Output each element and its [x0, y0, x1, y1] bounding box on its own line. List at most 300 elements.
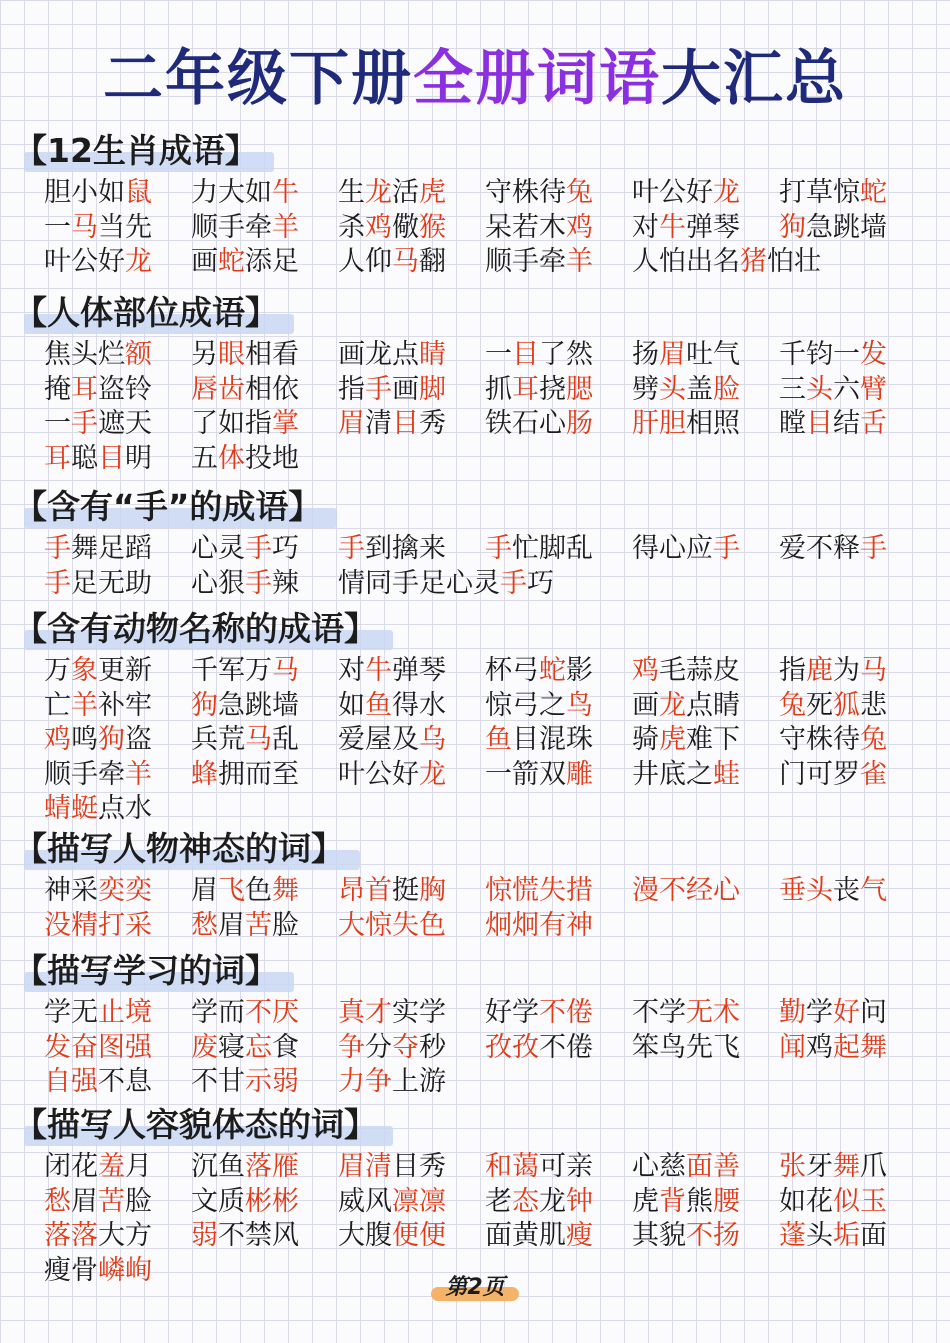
idiom: [191, 1065, 299, 1099]
idiom-text: 月: [125, 1151, 152, 1182]
idiom: [44, 1065, 152, 1099]
idiom: [338, 758, 446, 792]
idiom-row: [0, 373, 950, 408]
idiom: [485, 407, 593, 441]
idiom-highlight: 背: [659, 1185, 686, 1217]
idiom-text: 指: [779, 655, 806, 686]
idiom: [191, 909, 299, 943]
idiom-text: 如花: [779, 1185, 833, 1217]
idiom: [779, 689, 887, 723]
idiom: [44, 373, 152, 407]
idiom-text: 指: [338, 373, 365, 405]
idiom-text: 乱: [272, 724, 299, 755]
footer: [0, 1268, 950, 1303]
idiom: [632, 1219, 740, 1253]
idiom-highlight: 鱼: [365, 689, 392, 721]
idiom-text: 清: [365, 408, 392, 439]
idiom-text: 不甘: [191, 1066, 245, 1097]
idiom-text: 不学: [632, 997, 686, 1028]
idiom: [338, 654, 446, 688]
idiom-highlight: 不厌: [245, 997, 299, 1028]
idiom-highlight: 废: [191, 1031, 218, 1063]
idiom-text: 吐气: [686, 339, 740, 370]
idiom-text: 兵荒: [191, 724, 245, 755]
idiom-highlight: 兔: [860, 724, 887, 755]
idiom: [44, 211, 152, 245]
idiom-row: [0, 996, 950, 1031]
idiom-text: 脸: [125, 1185, 152, 1217]
idiom-highlight: 手: [485, 533, 512, 564]
idiom-highlight: 蛇: [218, 246, 245, 277]
page-number: 第2页: [431, 1268, 518, 1303]
idiom: [485, 338, 593, 372]
idiom-highlight: 手: [500, 567, 527, 599]
idiom-text: 足无助: [71, 567, 152, 599]
idiom: [191, 996, 299, 1030]
idiom-row: [0, 176, 950, 211]
idiom-text: 了如指: [191, 408, 272, 439]
idiom-text: 食: [272, 1031, 299, 1063]
idiom-highlight: 耳: [44, 442, 71, 474]
idiom-text: 惊弓之: [485, 689, 566, 721]
idiom: [44, 1219, 152, 1253]
section: [0, 290, 950, 476]
idiom-highlight: 手: [245, 567, 272, 599]
idiom-highlight: 手: [44, 567, 71, 599]
idiom-highlight: 眉: [338, 408, 365, 439]
idiom-highlight: 虎: [419, 177, 446, 208]
idiom-row: [0, 1219, 950, 1254]
idiom: [485, 1219, 593, 1253]
idiom-text: 不禁风: [218, 1220, 299, 1251]
idiom: [632, 211, 740, 245]
idiom-text: 为: [833, 655, 860, 686]
idiom: [779, 874, 887, 908]
idiom: [44, 176, 152, 210]
idiom-row: [0, 1185, 950, 1220]
idiom-highlight: 便便: [392, 1220, 446, 1251]
idiom-highlight: 目: [392, 408, 419, 439]
idiom: [338, 567, 554, 601]
idiom-row: [0, 532, 950, 567]
idiom-highlight: 夺: [392, 1031, 419, 1063]
idiom-text: 画龙点: [338, 339, 419, 370]
idiom-text: 对: [632, 211, 659, 243]
section-heading: 【描写学习的词】: [14, 948, 294, 994]
idiom: [44, 874, 152, 908]
idiom: [779, 407, 887, 441]
idiom: [779, 176, 887, 210]
idiom: [338, 1031, 446, 1065]
idiom-highlight: 手: [44, 533, 71, 564]
idiom: [485, 1185, 593, 1219]
idiom-highlight: 垂头: [779, 875, 833, 906]
idiom-highlight: 肝胆: [632, 408, 686, 439]
idiom-highlight: 舞: [860, 1031, 887, 1063]
idiom-text: 情同手足心灵: [338, 567, 500, 599]
idiom-text: 鸣: [71, 724, 98, 755]
idiom-text: 大腹: [338, 1220, 392, 1251]
idiom-row: [0, 407, 950, 442]
idiom-highlight: 手: [245, 533, 272, 564]
idiom-highlight: 手: [365, 373, 392, 405]
idiom: [632, 245, 821, 279]
idiom-text: 叶公好: [338, 758, 419, 790]
idiom: [44, 567, 152, 601]
idiom-highlight: 不倦: [539, 997, 593, 1028]
idiom-text: 到擒来: [365, 533, 446, 564]
idiom-highlight: 头: [659, 373, 686, 405]
idiom: [485, 1150, 593, 1184]
idiom-text: 遮天: [98, 408, 152, 439]
idiom: [485, 532, 593, 566]
idiom-row: [0, 909, 950, 944]
idiom-text: 爱屋及: [338, 724, 419, 755]
idiom-text: 好学: [485, 997, 539, 1028]
idiom-text: 盗: [125, 724, 152, 755]
idiom-highlight: 弱: [191, 1220, 218, 1251]
idiom: [632, 654, 740, 688]
idiom-row: [0, 567, 950, 602]
idiom-row: [0, 758, 950, 793]
idiom: [338, 176, 446, 210]
idiom-text: 千钧一: [779, 339, 860, 370]
idiom-text: 老: [485, 1185, 512, 1217]
idiom: [632, 373, 740, 407]
section: [0, 1102, 950, 1288]
idiom-text: 悲: [860, 689, 887, 721]
idiom-text: 另: [191, 339, 218, 370]
idiom: [338, 407, 446, 441]
idiom-row: [0, 338, 950, 373]
section-heading: 【含有“手”的成语】: [14, 484, 337, 530]
idiom: [44, 338, 152, 372]
idiom-text: 画: [632, 689, 659, 721]
idiom-text: 急跳墙: [806, 211, 887, 243]
idiom-text: 死: [806, 689, 833, 721]
idiom: [779, 654, 887, 688]
idiom-text: 头: [806, 1220, 833, 1251]
section: [0, 948, 950, 1100]
idiom-text: 顺手牵: [485, 246, 566, 277]
idiom-text: 一: [485, 339, 512, 370]
idiom: [191, 723, 299, 757]
idiom-highlight: 昂首: [338, 875, 392, 906]
idiom-row: [0, 654, 950, 689]
page-title: [0, 40, 950, 118]
idiom-text: 相照: [686, 408, 740, 439]
idiom-highlight: 鸡: [566, 211, 593, 243]
idiom-text: 瞠: [779, 408, 806, 439]
idiom-text: 忙脚乱: [512, 533, 593, 564]
idiom-highlight: 没精打采: [44, 909, 152, 941]
idiom-highlight: 大惊失色: [338, 909, 446, 941]
idiom: [44, 723, 152, 757]
idiom: [191, 338, 299, 372]
idiom-text: 相依: [245, 373, 299, 405]
idiom-text: 骑: [632, 724, 659, 755]
idiom-highlight: 龙: [713, 177, 740, 208]
idiom-highlight: 羞: [98, 1151, 125, 1182]
idiom-highlight: 态: [512, 1185, 539, 1217]
idiom-highlight: 愁: [44, 1185, 71, 1217]
idiom-highlight: 臂: [860, 373, 887, 405]
idiom-text: 结: [833, 408, 860, 439]
idiom-text: 弹琴: [686, 211, 740, 243]
idiom-text: 井底之: [632, 758, 713, 790]
section-heading: 【12生肖成语】: [14, 128, 274, 174]
idiom-highlight: 力争: [338, 1066, 392, 1097]
idiom: [338, 689, 446, 723]
idiom-highlight: 狐: [833, 689, 860, 721]
idiom-highlight: 额: [125, 339, 152, 370]
idiom-text: 闭花: [44, 1151, 98, 1182]
idiom-text: 面: [860, 1220, 887, 1251]
idiom-highlight: 苦: [98, 1185, 125, 1217]
idiom-text: 顺手牵: [191, 211, 272, 243]
idiom: [632, 407, 740, 441]
idiom: [632, 996, 740, 1030]
idiom-highlight: 腮: [566, 373, 593, 405]
idiom-text: 五: [191, 442, 218, 474]
idiom-highlight: 张: [779, 1151, 806, 1182]
idiom-highlight: 马: [71, 211, 98, 243]
idiom: [191, 1031, 299, 1065]
idiom-text: 大方: [98, 1220, 152, 1251]
idiom-highlight: 目: [806, 408, 833, 439]
idiom: [338, 996, 446, 1030]
idiom-text: 眉: [218, 909, 245, 941]
idiom-text: 如: [338, 689, 365, 721]
idiom-highlight: 蛇: [860, 177, 887, 208]
idiom: [485, 211, 593, 245]
idiom-highlight: 勤: [779, 997, 806, 1028]
idiom-highlight: 脸: [713, 373, 740, 405]
idiom: [632, 723, 740, 757]
idiom: [44, 758, 152, 792]
idiom-highlight: 舌: [860, 408, 887, 439]
idiom-highlight: 示弱: [245, 1066, 299, 1097]
idiom: [779, 758, 887, 792]
idiom: [338, 532, 446, 566]
idiom: [779, 996, 887, 1030]
idiom: [44, 792, 152, 826]
idiom-highlight: 眼: [218, 339, 245, 370]
idiom-highlight: 羊: [272, 211, 299, 243]
idiom: [44, 996, 152, 1030]
idiom-text: 亡: [44, 689, 71, 721]
idiom-text: 三: [779, 373, 806, 405]
idiom-text: 杯弓: [485, 655, 539, 686]
idiom-text: 打草惊: [779, 177, 860, 208]
idiom-highlight: 羊: [566, 246, 593, 277]
idiom-text: 实学: [392, 997, 446, 1028]
idiom-highlight: 掌: [272, 408, 299, 439]
idiom-text: 心灵: [191, 533, 245, 564]
idiom-highlight: 龙: [659, 689, 686, 721]
idiom-highlight: 睛: [419, 339, 446, 370]
idiom-row: [0, 689, 950, 724]
section-heading: 【描写人物神态的词】: [14, 826, 360, 872]
idiom-highlight: 牛: [659, 211, 686, 243]
idiom-highlight: 落落: [44, 1220, 98, 1251]
idiom-highlight: 狗: [779, 211, 806, 243]
idiom-highlight: 飞: [218, 875, 245, 906]
idiom-highlight: 瘦: [566, 1220, 593, 1251]
idiom: [485, 874, 593, 908]
idiom-text: 扬: [632, 339, 659, 370]
idiom-row: [0, 1150, 950, 1185]
idiom-text: 劈: [632, 373, 659, 405]
idiom-text: 可亲: [539, 1151, 593, 1182]
idiom-text: 掩: [44, 373, 71, 405]
idiom-row: [0, 874, 950, 909]
idiom-text: 守株待: [779, 724, 860, 755]
section-heading: 【人体部位成语】: [14, 290, 294, 336]
idiom: [632, 1185, 740, 1219]
idiom: [44, 1031, 152, 1065]
idiom-text: 人怕出名: [632, 246, 740, 277]
idiom-highlight: 目: [512, 339, 539, 370]
idiom-text: 抓: [485, 373, 512, 405]
idiom-highlight: 嶙峋: [98, 1254, 152, 1286]
idiom: [191, 758, 299, 792]
idiom-highlight: 马: [245, 724, 272, 755]
idiom-highlight: 雀: [860, 758, 887, 790]
idiom-highlight: 凛凛: [392, 1185, 446, 1217]
idiom-highlight: 龙: [125, 246, 152, 277]
idiom: [485, 723, 593, 757]
idiom-highlight: 唇齿: [191, 373, 245, 405]
idiom: [191, 407, 299, 441]
idiom-highlight: 手: [860, 533, 887, 564]
idiom: [44, 442, 152, 476]
idiom-text: 点水: [98, 793, 152, 824]
idiom-highlight: 不扬: [686, 1220, 740, 1251]
idiom-text: 投地: [245, 442, 299, 474]
idiom: [191, 874, 299, 908]
idiom-text: 虎: [632, 1185, 659, 1217]
idiom-highlight: 牛: [365, 655, 392, 686]
idiom-text: 心慈: [632, 1151, 686, 1182]
idiom-highlight: 真才: [338, 997, 392, 1028]
idiom-highlight: 发奋图强: [44, 1031, 152, 1063]
idiom-text: 更新: [98, 655, 152, 686]
idiom: [191, 373, 299, 407]
idiom-highlight: 舞: [272, 875, 299, 906]
idiom-highlight: 鸡: [632, 655, 659, 686]
section: [0, 606, 950, 827]
idiom-text: 挺: [392, 875, 419, 906]
idiom-row: [0, 442, 950, 477]
idiom-text: 得心应: [632, 533, 713, 564]
idiom-highlight: 鹿: [806, 655, 833, 686]
idiom-highlight: 兔: [779, 689, 806, 721]
idiom-highlight: 蛙: [713, 758, 740, 790]
idiom-text: 翻: [419, 246, 446, 277]
idiom-highlight: 乌: [419, 724, 446, 755]
idiom: [485, 1031, 593, 1065]
idiom-text: 爪: [860, 1151, 887, 1182]
idiom-highlight: 马: [860, 655, 887, 686]
idiom-text: 六: [833, 373, 860, 405]
idiom-highlight: 惊慌失措: [485, 875, 593, 906]
idiom-highlight: 头: [806, 373, 833, 405]
idiom-text: 秒: [419, 1031, 446, 1063]
idiom-highlight: 无术: [686, 997, 740, 1028]
idiom-text: 顺手牵: [44, 758, 125, 790]
idiom-text: 鸡: [806, 1031, 833, 1063]
idiom-highlight: 耳: [512, 373, 539, 405]
idiom-row: [0, 792, 950, 827]
idiom-text: 学无: [44, 997, 98, 1028]
idiom-text: 弹琴: [392, 655, 446, 686]
idiom: [44, 909, 152, 943]
idiom: [485, 654, 593, 688]
idiom-highlight: 垢: [833, 1220, 860, 1251]
idiom-text: 熊: [686, 1185, 713, 1217]
title-part-1: 二年级下册: [103, 44, 413, 114]
idiom-row: [0, 245, 950, 280]
idiom-text: 沉鱼: [191, 1151, 245, 1182]
idiom: [779, 1185, 887, 1219]
idiom-highlight: 肠: [566, 408, 593, 439]
idiom: [191, 442, 299, 476]
idiom-text: 急跳墙: [218, 689, 299, 721]
idiom: [632, 532, 740, 566]
idiom-highlight: 自强: [44, 1066, 98, 1097]
idiom: [485, 909, 593, 943]
idiom-highlight: 眉: [659, 339, 686, 370]
section: [0, 826, 950, 943]
idiom-text: 焦头烂: [44, 339, 125, 370]
idiom-highlight: 蜂: [191, 758, 218, 790]
idiom-highlight: 争: [338, 1031, 365, 1063]
idiom-text: 影: [566, 655, 593, 686]
idiom-text: 巧: [527, 567, 554, 599]
idiom: [44, 654, 152, 688]
idiom-highlight: 苦: [245, 909, 272, 941]
idiom-text: 学而: [191, 997, 245, 1028]
idiom: [779, 1031, 887, 1065]
idiom: [338, 1150, 446, 1184]
idiom-highlight: 愁: [191, 909, 218, 941]
idiom-text: 力大如: [191, 177, 272, 208]
idiom-text: 神采: [44, 875, 98, 906]
idiom-text: 笨鸟先飞: [632, 1031, 740, 1063]
idiom-text: 秀: [419, 408, 446, 439]
idiom-row: [0, 211, 950, 246]
idiom-text: 不倦: [539, 1031, 593, 1063]
idiom-highlight: 兔: [566, 177, 593, 208]
idiom-highlight: 蓬: [779, 1220, 806, 1251]
idiom-highlight: 气: [860, 875, 887, 906]
idiom: [632, 689, 740, 723]
idiom-text: 一箭双: [485, 758, 566, 790]
idiom-highlight: 猪: [740, 246, 767, 277]
idiom-text: 龙: [539, 1185, 566, 1217]
idiom: [191, 532, 299, 566]
idiom: [632, 758, 740, 792]
idiom-text: 一: [44, 211, 71, 243]
idiom: [779, 532, 887, 566]
idiom-text: 盖: [686, 373, 713, 405]
idiom: [191, 176, 299, 210]
idiom-row: [0, 1031, 950, 1066]
idiom-highlight: 好: [833, 997, 860, 1028]
idiom: [779, 211, 887, 245]
idiom-text: 目秀: [392, 1151, 446, 1182]
